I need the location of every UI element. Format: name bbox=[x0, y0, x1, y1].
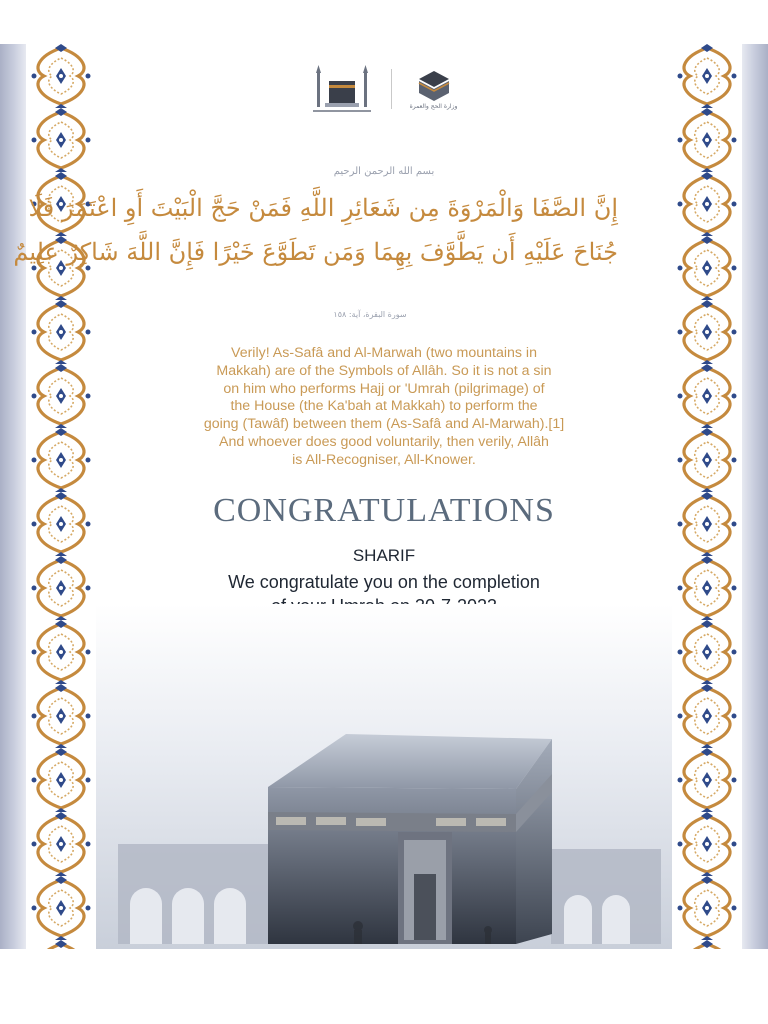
translation-line: Verily! As-Safâ and Al-Marwah (two mountains in bbox=[231, 345, 537, 361]
translation-line: Makkah) are of the Symbols of Allâh. So it is not a sin bbox=[216, 362, 552, 379]
ayah-line-1: إِنَّ الصَّفَا وَالْمَرْوَةَ مِن شَعَائِرِ اللَّهِ فَمَنْ حَجَّ الْبَيْتَ أَوِ اعْتَمَرَ فَلَا bbox=[28, 194, 618, 222]
header-logos bbox=[300, 60, 468, 118]
translation-line: the House (the Ka'bah at Makkah) to perform the bbox=[230, 398, 538, 415]
kaaba-photo-icon bbox=[96, 604, 672, 949]
mosque-emblem-icon bbox=[311, 63, 373, 115]
bismillah: بسم الله الرحمن الرحيم bbox=[333, 166, 435, 177]
ministry-logo bbox=[410, 69, 458, 110]
ayah-line-2: جُنَاحَ عَلَيْهِ أَن يَطَّوَّفَ بِهِمَا وَمَن تَطَوَّعَ خَيْرًا فَإِنَّ اللَّهَ شَاكِرٌ عَلِيمٌ bbox=[13, 238, 618, 266]
translation-line: going (Tawâf) between them (As-Safâ and Al-Marwah).[1] bbox=[203, 416, 565, 433]
surah-reference: سورة البقرة، آية: ١٥٨ bbox=[333, 310, 407, 319]
message-line: We congratulate you on the completion bbox=[228, 572, 540, 592]
translation-line: on him who performs Hajj or 'Umrah (pilgrimage) of bbox=[223, 380, 545, 397]
left-ornament-border bbox=[26, 44, 96, 949]
right-side-band bbox=[742, 44, 768, 949]
translation-line: is All-Recogniser, All-Knower. bbox=[292, 451, 476, 468]
translation-line: And whoever does good voluntarily, then verily, Allâh bbox=[219, 433, 549, 450]
right-ornament-border bbox=[672, 44, 742, 949]
left-side-band bbox=[0, 44, 26, 949]
verse-translation bbox=[156, 345, 612, 470]
recipient-name: SHARIF bbox=[352, 546, 416, 565]
certificate-page bbox=[0, 44, 768, 949]
logo-divider bbox=[391, 69, 392, 109]
congratulations-heading: CONGRATULATIONS bbox=[213, 492, 555, 529]
ministry-logo-text: وزارة الحج والعمرة bbox=[409, 102, 458, 110]
ministry-hajj-emblem-icon bbox=[415, 69, 453, 103]
